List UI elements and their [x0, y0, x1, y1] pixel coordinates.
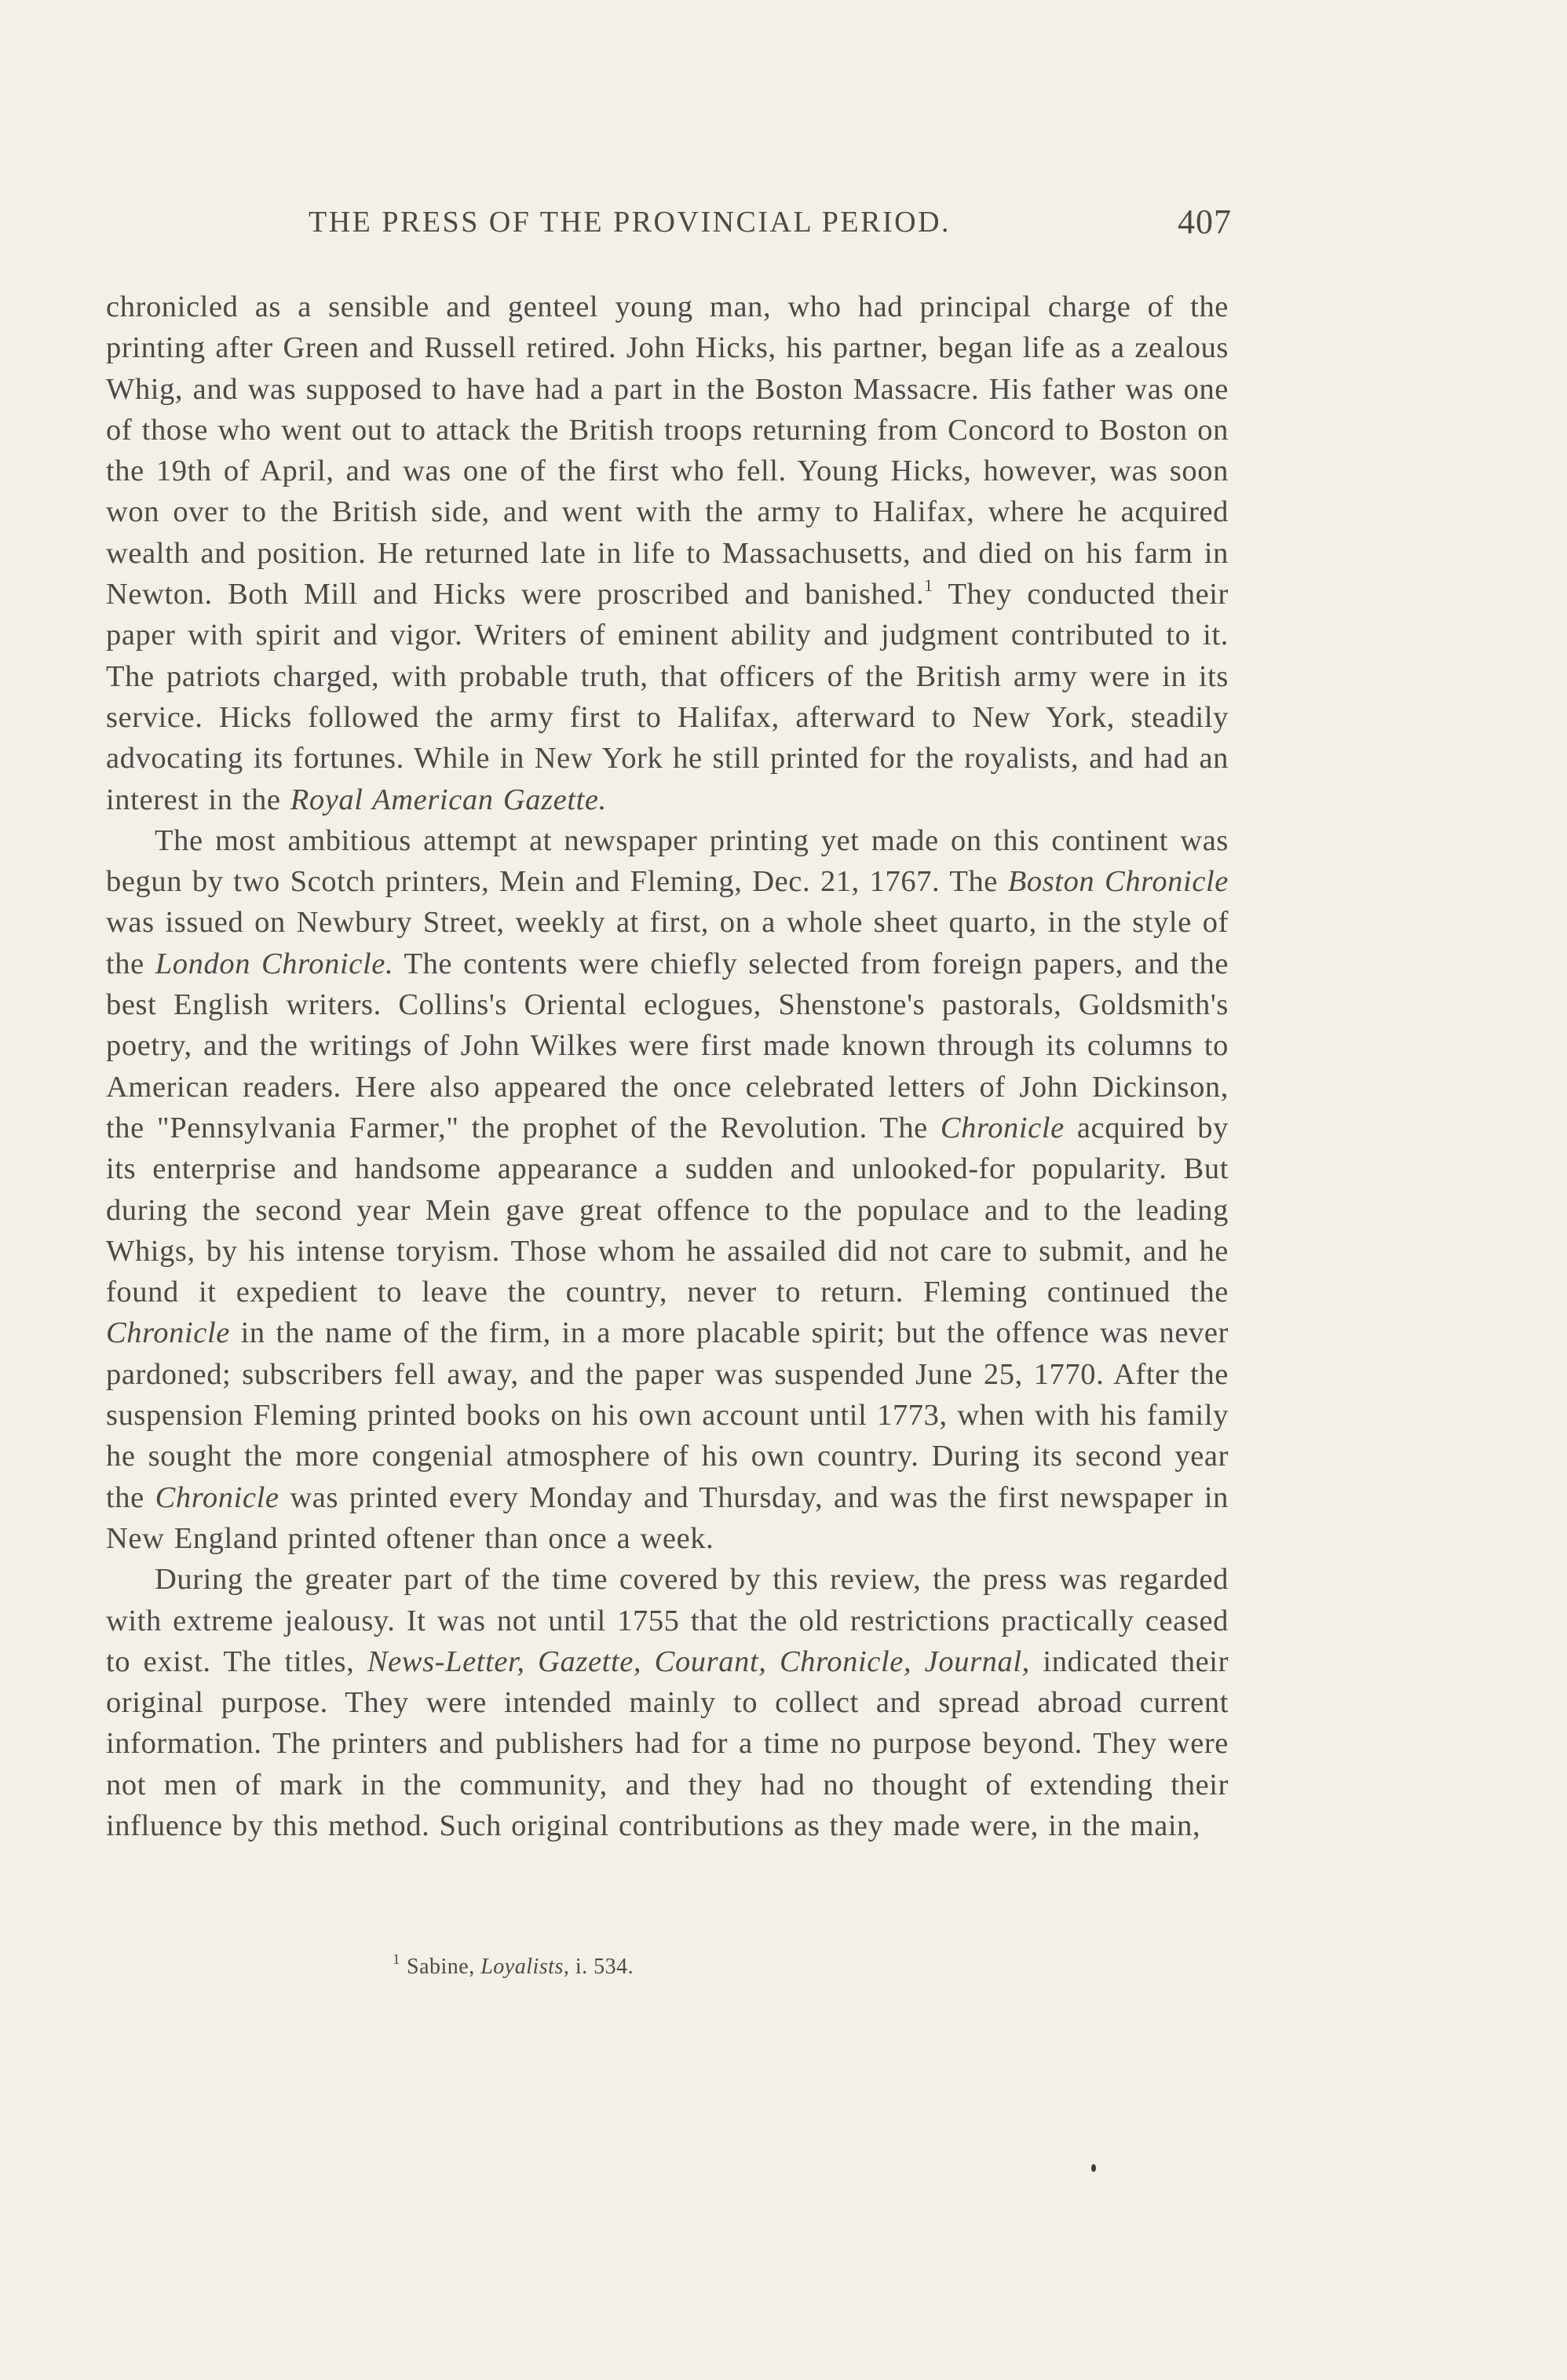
footnote-locator: i. 534. [569, 1955, 634, 1979]
p2-italic-5: Chronicle [155, 1480, 279, 1514]
footnote-author: Sabine, [407, 1955, 481, 1979]
running-head [106, 200, 1232, 247]
page-number: 407 [1178, 203, 1232, 241]
ink-speck [1091, 2164, 1096, 2172]
p2-text-f: was printed every Monday and Thursday, and was the first newspaper in New England printed oftener than once a week. [106, 1480, 1229, 1555]
paragraph-3 [106, 1559, 1229, 1846]
p1-text-a: chronicled as a sensible and genteel young man, who had principal charge of the printing after Green and Russell retired. John Hicks, his partner, began life as a zealous Whig, and was supposed to have had a part in the Boston Massacre. His father was one of those who went out to attack the British troops returning from Concord to Boston on the 19th of April, and was one of the first who fell. Young Hicks, however, was soon won over to the British side, and went with the army to Halifax, where he acquired wealth and position. He returned late in life to Massachusetts, and died on his farm in Newton. Both Mill and Hicks were proscribed and banished. [106, 290, 1229, 611]
p1-text-b: They conducted their paper with spirit and vigor. Writers of eminent ability and judgment contributed to it. The patriots charged, with probable truth, that officers of the British army were in its service. Hicks followed the army first to Halifax, afterward to New York, steadily advocating its fortunes. While in New York he still printed for the royalists, and had an interest in the [106, 578, 1229, 816]
book-page [106, 200, 1232, 1846]
p2-text-b: was issued on Newbury Street, weekly at first, on a whole sheet quarto, in the style of the [106, 906, 1229, 980]
p2-text-e: in the name of the firm, in a more placable spirit; but the offence was never pardoned; subscribers fell away, and the paper was suspended June 25, 1770. After the suspension Fleming printed books on his own account until 1773, when with his family he sought the more congenial atmosphere of his own country. During its second year the [106, 1316, 1229, 1514]
p2-italic-1: Boston Chronicle [1007, 865, 1229, 899]
paragraph-1 [106, 287, 1229, 820]
p3-text-b: indicated their original purpose. They were intended mainly to collect and spread abroad current information. The printers and publishers had for a time no purpose beyond. They were not men of mark in the community, and they had no thought of extending their influence by this method. Such original contributions as they made were, in the main, [106, 1644, 1229, 1842]
footnote-marker: 1 [393, 1951, 400, 1968]
body-text [106, 287, 1229, 1846]
running-title: THE PRESS OF THE PROVINCIAL PERIOD. [309, 206, 952, 239]
footnote-work: Loyalists, [480, 1955, 570, 1979]
footnote [393, 1951, 634, 1980]
p2-text-c: The contents were chiefly selected from foreign papers, and the best English writers. Collins's Oriental eclogues, Shenstone's pastorals, Goldsmith's poetry, and the writings of John Wilkes were first made known through its columns to American readers. Here also appeared the once celebrated letters of John Dickinson, the "Pennsylvania Farmer," the prophet of the Revolution. The [106, 947, 1229, 1144]
footnote-reference: 1 [924, 575, 933, 596]
p1-italic-title: Royal American Gazette. [290, 783, 607, 816]
p3-text-a: During the greater part of the time covered by this review, the press was regarded with extreme jealousy. It was not until 1755 that the old restrictions practically ceased to exist. The titles, [106, 1563, 1229, 1678]
p2-italic-4: Chronicle [106, 1316, 230, 1350]
paragraph-2 [106, 820, 1229, 1559]
p3-italic-titles: News-Letter, Gazette, Courant, Chronicle, Journal, [367, 1644, 1030, 1678]
p2-italic-2: London Chronicle. [155, 947, 394, 980]
p2-text-d: acquired by its enterprise and handsome appearance a sudden and unlooked-for popularity. But during the second year Mein gave great offence to the populace and to the leading Whigs, by his intense toryism. Those whom he assailed did not care to submit, and he found it expedient to leave the country, never to return. Fleming continued the [106, 1111, 1229, 1309]
p2-italic-3: Chronicle [940, 1111, 1065, 1144]
p2-text-a: The most ambitious attempt at newspaper printing yet made on this continent was begun by two Scotch printers, Mein and Fleming, Dec. 21, 1767. The [106, 823, 1229, 899]
